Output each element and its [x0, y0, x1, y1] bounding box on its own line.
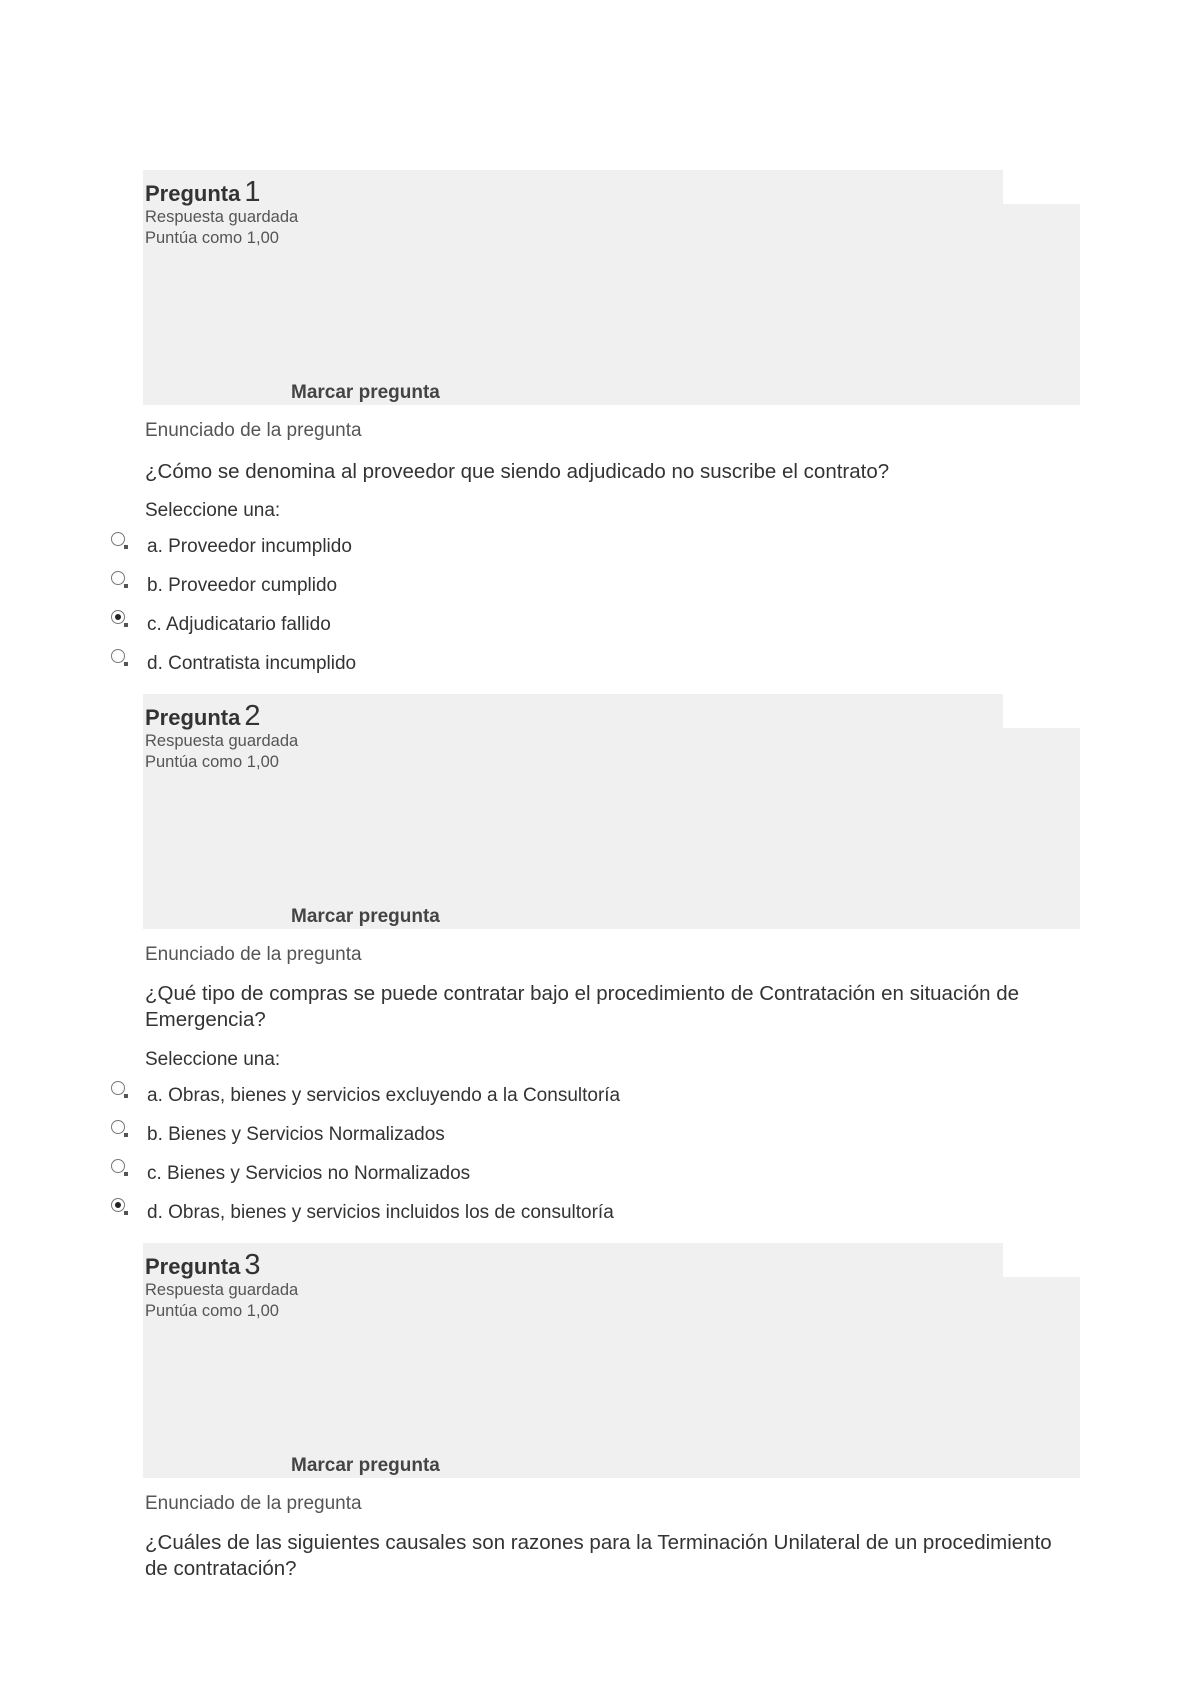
- question-text: ¿Qué tipo de compras se puede contratar bajo el procedimiento de Contratación en situación de Emergencia?: [145, 982, 1020, 1031]
- radio-button-selected[interactable]: [111, 610, 125, 624]
- question-grade: Puntúa como 1,00: [145, 229, 279, 247]
- radio-button[interactable]: [111, 571, 125, 585]
- answer-option[interactable]: [0, 610, 1000, 640]
- radio-button[interactable]: [111, 1081, 125, 1095]
- option-label[interactable]: a. Proveedor incumplido: [147, 536, 352, 557]
- option-label[interactable]: d. Obras, bienes y servicios incluidos los de consultoría: [147, 1202, 614, 1223]
- question-state: Respuesta guardada: [145, 208, 299, 226]
- option-label[interactable]: d. Contratista incumplido: [147, 653, 357, 674]
- question-number: Pregunta 2: [145, 700, 261, 732]
- question-title: Enunciado de la pregunta: [145, 944, 362, 965]
- flag-question-button[interactable]: Marcar pregunta: [291, 906, 440, 927]
- radio-button-selected[interactable]: [111, 1198, 125, 1212]
- question-info-panel: [143, 694, 1080, 929]
- question-text: ¿Cómo se denomina al proveedor que siendo adjudicado no suscribe el contrato?: [145, 460, 890, 483]
- answer-option[interactable]: [0, 532, 1000, 562]
- option-label[interactable]: b. Bienes y Servicios Normalizados: [147, 1124, 445, 1145]
- select-prompt: Seleccione una:: [145, 500, 281, 521]
- select-prompt: Seleccione una:: [145, 1049, 281, 1070]
- radio-button[interactable]: [111, 532, 125, 546]
- answer-option[interactable]: [0, 1081, 1000, 1111]
- question-grade: Puntúa como 1,00: [145, 753, 279, 771]
- option-label[interactable]: a. Obras, bienes y servicios excluyendo a la Consultoría: [147, 1085, 621, 1106]
- radio-button[interactable]: [111, 1120, 125, 1134]
- answer-option[interactable]: [0, 1159, 1000, 1189]
- radio-button[interactable]: [111, 649, 125, 663]
- question-info-panel: [143, 170, 1080, 405]
- answer-option[interactable]: [0, 649, 1000, 679]
- question-state: Respuesta guardada: [145, 732, 299, 750]
- question-number: Pregunta 1: [145, 176, 261, 208]
- option-label[interactable]: c. Bienes y Servicios no Normalizados: [147, 1163, 471, 1184]
- question-title: Enunciado de la pregunta: [145, 1493, 362, 1514]
- answer-option[interactable]: [0, 1120, 1000, 1150]
- question-number: Pregunta 3: [145, 1249, 261, 1281]
- flag-question-button[interactable]: Marcar pregunta: [291, 382, 440, 403]
- flag-question-button[interactable]: Marcar pregunta: [291, 1455, 440, 1476]
- radio-button[interactable]: [111, 1159, 125, 1173]
- answer-option[interactable]: [0, 571, 1000, 601]
- question-text: ¿Cuáles de las siguientes causales son razones para la Terminación Unilateral de un procedimiento de contratación?: [145, 1531, 1052, 1580]
- question-info-panel: [143, 1243, 1080, 1478]
- question-state: Respuesta guardada: [145, 1281, 299, 1299]
- option-label[interactable]: b. Proveedor cumplido: [147, 575, 338, 596]
- option-label[interactable]: c. Adjudicatario fallido: [147, 614, 331, 635]
- answer-option[interactable]: [0, 1198, 1000, 1228]
- question-grade: Puntúa como 1,00: [145, 1302, 279, 1320]
- question-title: Enunciado de la pregunta: [145, 420, 362, 441]
